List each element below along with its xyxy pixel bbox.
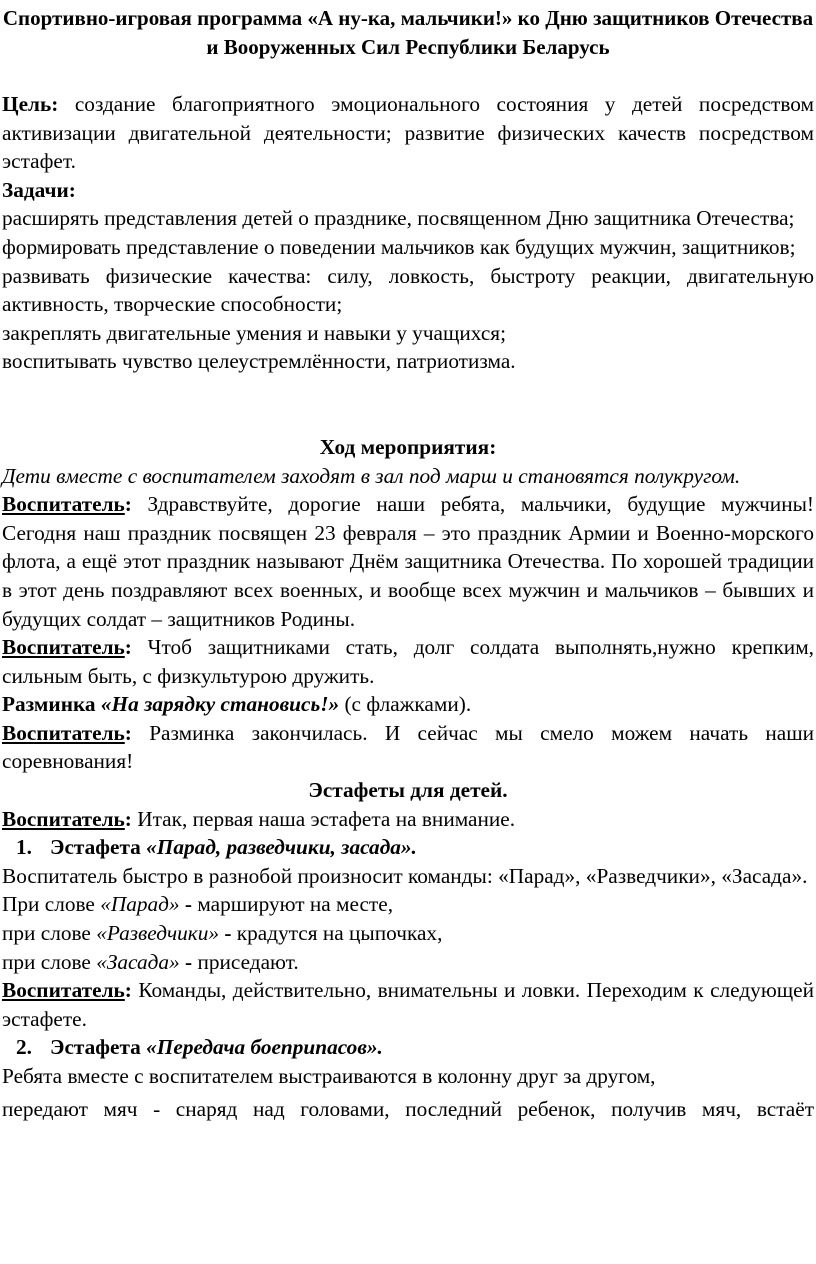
tasks-label: Задачи:: [2, 177, 76, 202]
goal-text: создание благоприятного эмоционального состояния у детей посредством активизации двигательной деятельности; развитие физических качеств посредством эстафет.: [2, 92, 814, 174]
document-title: Спортивно-игровая программа «А ну-ка, мальчики!» ко Дню защитников Отечества и Вооруженных Сил Республики Беларусь: [2, 6, 814, 59]
relay-2-description-line: передают мяч - снаряд над головами, последний ребенок, получив мяч, встаёт: [2, 1096, 814, 1121]
relay-name: «Парад, разведчики, засада».: [146, 835, 417, 860]
warmup-paragraph: [2, 690, 814, 719]
spacer: [2, 376, 814, 433]
warmup-rest: (с флажками).: [339, 692, 472, 717]
warmup-name: «На зарядку становись!»: [100, 692, 340, 717]
task-item: развивать физические качества: силу, ловкость, быстроту реакции, двигательную активность, творческие способности;: [2, 263, 814, 317]
warmup-label: Разминка: [2, 692, 101, 717]
speaker-label: Воспитатель: [2, 720, 125, 745]
speaker-label: Воспитатель: [2, 492, 125, 517]
speech-text: Разминка закончилась. И сейчас мы смело можем начать наши соревнования!: [2, 720, 814, 774]
relay-number: 2.: [16, 1035, 32, 1060]
relay-name: «Передача боеприпасов».: [146, 1035, 383, 1060]
relay-1-after-paragraph: Воспитатель: Команды, действительно, внимательны и ловки. Переходим к следующей эстафете.: [2, 978, 814, 1031]
speech-text: Здравствуйте, дорогие наши ребята, мальчики, будущие мужчины! Сегодня наш праздник посвящен 23 февраля – это праздник Армии и Военно-морского флота, а ещё этот праздник называют Днём защитника Отечества. По хорошей традиции в этот день поздравляют всех военных, и вообще всех мужчин и мальчиков – бывших и будущих солдат – защитников Родины.: [2, 492, 814, 631]
course-intro: Дети вместе с воспитателем заходят в зал под марш и становятся полукругом.: [2, 463, 741, 488]
relay-number: 1.: [16, 835, 32, 860]
relay-1-rule: при слове «Засада» - приседают.: [2, 949, 299, 974]
relay-1-heading: [2, 833, 814, 862]
relay-label: Эстафета: [50, 1035, 147, 1060]
task-item: закреплять двигательные умения и навыки у учащихся;: [2, 320, 506, 345]
speaker-label: Воспитатель: [2, 978, 125, 1003]
task-item: расширять представления детей о празднике, посвященном Дню защитника Отечества;: [2, 206, 795, 231]
relay-1-description: Воспитатель быстро в разнобой произносит команды: «Парад», «Разведчики», «Засада».: [2, 863, 808, 888]
speaker-label: Воспитатель: [2, 635, 125, 660]
speech-text: Чтоб защитниками стать, долг солдата выполнять,нужно крепким, сильным быть, с физкультурою дружить.: [2, 635, 814, 688]
speech-text: Команды, действительно, внимательны и ловки. Переходим к следующей эстафете.: [2, 978, 814, 1031]
goal-label: Цель:: [2, 92, 59, 116]
goal-paragraph: [2, 90, 814, 176]
relay-label: Эстафета: [50, 835, 147, 860]
speech-text: Итак, первая наша эстафета на внимание.: [131, 806, 516, 831]
speech-paragraph-1: Воспитатель: Здравствуйте, дорогие наши ребята, мальчики, будущие мужчины! Сегодня наш праздник посвящен 23 февраля – это праздник Армии и Военно-морского флота, а ещё этот праздник называют Днём защитника Отечества. По хорошей традиции в этот день поздравляют всех военных, и вообще всех мужчин и мальчиков – бывших и будущих солдат – защитников Родины.: [2, 492, 814, 631]
speech-paragraph-3: Воспитатель: Разминка закончилась. И сейчас мы смело можем начать наши соревнования!: [2, 720, 814, 774]
speech-paragraph-2: Воспитатель: Чтоб защитниками стать, долг солдата выполнять,нужно крепким, сильным быть, с физкультурою дружить.: [2, 635, 814, 688]
relay-1-rule: При слове «Парад» - маршируют на месте,: [2, 892, 394, 917]
task-item: формировать представление о поведении мальчиков как будущих мужчин, защитников;: [2, 234, 796, 259]
speaker-label: Воспитатель: [2, 806, 125, 831]
course-heading: Ход мероприятия:: [319, 434, 497, 459]
relays-heading: Эстафеты для детей.: [308, 778, 508, 803]
task-item: воспитывать чувство целеустремлённости, патриотизма.: [2, 349, 516, 374]
relay-2-heading: [2, 1033, 814, 1062]
relays-intro-paragraph: Воспитатель: Итак, первая наша эстафета на внимание.: [2, 806, 516, 831]
relay-1-rule: при слове «Разведчики» - крадутся на цыпочках,: [2, 921, 443, 946]
relay-2-description-line: Ребята вместе с воспитателем выстраиваются в колонну друг за другом,: [2, 1064, 656, 1088]
